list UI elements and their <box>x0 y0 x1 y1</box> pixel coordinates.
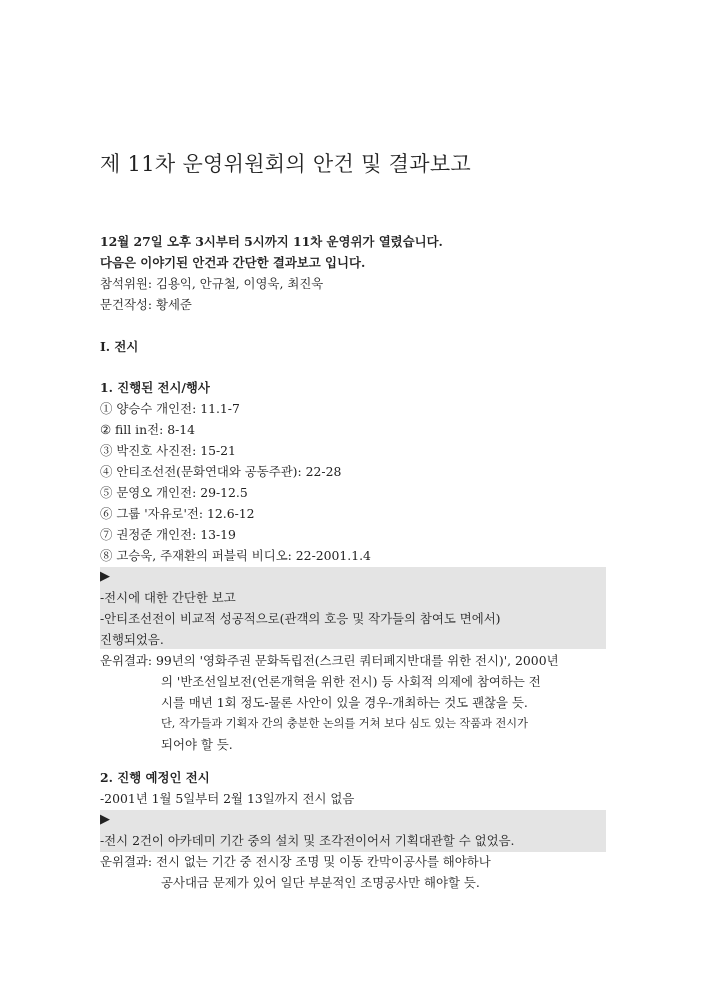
report-line: -전시 2건이 아카데미 기간 중의 설치 및 조각전이어서 기획대관할 수 없었음. <box>100 833 515 848</box>
result-line: 의 '반조선일보전(언론개혁을 위한 전시) 등 사회적 의제에 참여하는 전 <box>161 674 541 689</box>
result-line: 운위결과: 전시 없는 기간 중 전시장 조명 및 이동 칸막이공사를 해야하나 <box>100 854 491 869</box>
exhibition-item: ⑧ 고승욱, 주재환의 퍼블릭 비디오: 22-2001.1.4 <box>100 548 371 563</box>
report-shade-box <box>100 567 606 649</box>
section-heading-exhibition: I. 전시 <box>100 339 139 354</box>
exhibition-item: ⑦ 권정준 개인전: 13-19 <box>100 527 236 542</box>
subsection-heading-planned: 2. 진행 예정인 전시 <box>100 770 210 785</box>
exhibition-item: ⑥ 그룹 '자유로'전: 12.6-12 <box>100 506 255 521</box>
exhibition-item: ⑤ 문영오 개인전: 29-12.5 <box>100 485 248 500</box>
exhibition-item: ② fill in전: 8-14 <box>100 422 196 437</box>
intro-line-2: 다음은 이야기된 안건과 간단한 결과보고 입니다. <box>100 255 366 270</box>
result-line: 운위결과: 99년의 '영화주권 문화독립전(스크린 쿼터폐지반대를 위한 전시)', 2000년 <box>100 653 559 668</box>
intro-line-1: 12월 27일 오후 3시부터 5시까지 11차 운영위가 열렸습니다. <box>100 234 443 249</box>
document-title: 제 11차 운영위원회의 안건 및 결과보고 <box>100 152 471 176</box>
result-line: 시를 매년 1회 정도-물론 사안이 있을 경우-개최하는 것도 괜찮을 듯. <box>161 695 528 710</box>
report-line: 진행되었음. <box>100 632 164 647</box>
exhibition-item: ④ 안티조선전(문화연대와 공동주관): 22-28 <box>100 464 342 479</box>
author-line: 문건작성: 황세준 <box>100 297 192 312</box>
result-line: 단, 작가들과 기획자 간의 충분한 논의를 거쳐 보다 심도 있는 작품과 전시가 <box>161 717 528 730</box>
arrow-marker-icon: ▶ <box>100 812 110 827</box>
exhibition-item: ③ 박진호 사진전: 15-21 <box>100 443 236 458</box>
planned-line: -2001년 1월 5일부터 2월 13일까지 전시 없음 <box>100 791 355 806</box>
report-line: -전시에 대한 간단한 보고 <box>100 590 236 605</box>
attendees-line: 참석위원: 김용익, 안규철, 이영욱, 최진욱 <box>100 276 324 291</box>
exhibition-item: ① 양승수 개인전: 11.1-7 <box>100 401 240 416</box>
report-line: -안티조선전이 비교적 성공적으로(관객의 호응 및 작가들의 참여도 면에서) <box>100 611 501 626</box>
result-line: 되어야 할 듯. <box>161 737 233 752</box>
subsection-heading-completed: 1. 진행된 전시/행사 <box>100 380 210 395</box>
result-line: 공사대금 문제가 있어 일단 부분적인 조명공사만 해야할 듯. <box>161 875 480 890</box>
arrow-marker-icon: ▶ <box>100 569 110 584</box>
